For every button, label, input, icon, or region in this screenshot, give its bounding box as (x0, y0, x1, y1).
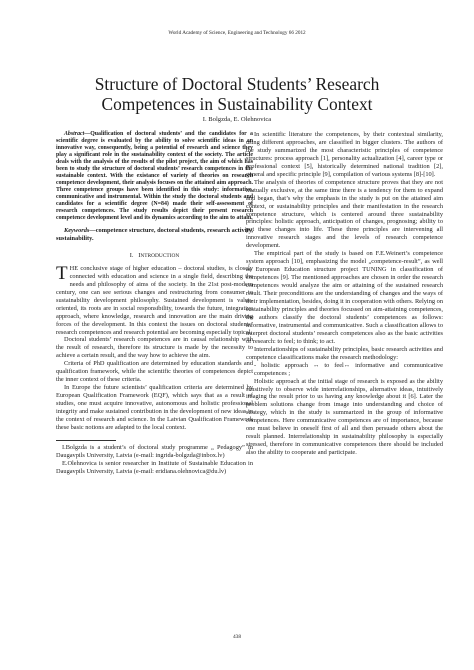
body-paragraph-3: The empirical part of the study is based on F.E.Weinert’s competence system approach [10], emphasizing the model „competence-result”, as well as European Education structure project TUNING in classification of competences [9]. The mentioned approaches are chosen in order the research competences would analyze the aim or attaining of the sustained research result. Their preconditions are the understanding of changes and the ways of their implementation, besides, doing it in cooperation with others. Relying on sustainability principles and theories focussed on aim-attaining competences, the authors classify the doctoral students’ competences as follows: informative, instrumental and communicative. Such a classification allows to interpret doctoral students’ research competences also as the basic activities of research: to feel; to think; to act. (246, 250, 443, 345)
intro-paragraph-1 (56, 262, 253, 337)
title-line-1: Structure of Doctoral Students’ Research (94, 74, 380, 94)
running-header: World Academy of Science, Engineering and Technology 66 2012 (168, 30, 306, 36)
intro-paragraph-3: Criteria of PhD qualification are determined by education standards and qualification framework, while the scientific theories of competences depict the inner context of these criteria. (56, 360, 253, 384)
page-number: 438 (232, 634, 242, 640)
intro-paragraph-4: In Europe the future scientists’ qualification criteria are determined by European Qualification Framework (EQF), which says that as a result of studies, one must acquire innovative, autonomous and holistic professional integrity and make sustained contribution in the development of new ideas in the context of research and science. In the Latvian Qualification Framework these basic notions are adapted to the local context. (56, 384, 253, 431)
abstract-label: Abstract— (64, 131, 91, 137)
intro-paragraph-1-text: HE conclusive stage of higher education – doctoral studies, is closely connected with education and science in a single field, describing the needs and philosophy of aims of the society. In the 21st post-modern century, one can see serious changes and restructuring from consumer to sustainability development philosophy. Sustained development is value-oriented, its roots are in social responsibility, towards the future, integrative approach, where knowledge, research and innovation are the main driving forces of the development. In this context the issues on doctoral students’ research competences and research potential are becoming especially topical. (56, 264, 253, 336)
body-paragraph-2: The analysis of theories of competence structure proves that they are not mutually exclusive, at the same time there is a tendency for them to expand and began, that’s why the emphasis in the study is put on the attained aim context, or sustainability principles and their manifestation in the research competence structure, which is centered around three sustainability principles: holistic approach, anticipation of changes, prognosing; ability to put these changes into life. These three principles are intervening all innovative research stages and the levels of research competence development. (246, 178, 443, 250)
footnote-author-2: E.Olehnovica is senior researcher in Institute of Sustainable Education in Daugavpils University, Latvia (e-mail: eridiana.olehnovica@du.lv) (56, 459, 253, 475)
section-title-initial: I (138, 251, 141, 259)
keywords (56, 227, 253, 243)
left-column (56, 131, 253, 476)
footnote-author-1: I.Bolgzda is a student’s of doctoral study programme „ Pedagogy” in Daugavpils University, Latvia (e-mail: ingrida-bolgzda@inbox.lv) (56, 443, 253, 459)
footnote-divider (56, 440, 116, 441)
authors: I. Bolgzda, E. Olehnovica (202, 116, 272, 123)
body-paragraph-4: Interrelationships of sustainability principles, basic research activities and competence classifications make the research methodology: (246, 345, 443, 361)
keywords-text: competence structure, doctoral students, research activity, sustainability. (56, 227, 253, 242)
section-number: I. (129, 251, 134, 259)
body-paragraph-5: Holistic approach at the initial stage of research is exposed as the ability sensitively to observe wide interrelationships, alternative ideas, intuitively imaging the result prior to us having any knowledge about it [6]. Later the problem solutions change from image into understanding and choice of strategy, which in the study is summarized in the group of informative competences. Here communicative competences are of importance, because one must believe in oneself first of all and then persuade others about the result planned. Interrelationship in sustainability philosophy is especially stressed, therefore in communicative competences there should be included also the ability to cooperate and participate. (246, 377, 443, 457)
keywords-label: Keywords— (64, 227, 96, 234)
paper-title (0, 74, 474, 114)
drop-cap: T (56, 262, 68, 284)
right-column (246, 131, 443, 457)
intro-paragraph-2: Doctoral students’ research competences are in causal relationship with the result of research, therefore its structure is made by the necessity to achieve a certain result, and the way how to achieve the aim. (56, 336, 253, 360)
title-line-2: Competences in Sustainability Context (101, 94, 373, 114)
methodology-bullet: - holistic approach ↔ to feel↔ informative and communicative competences ; (254, 361, 443, 377)
abstract-text: Qualification of doctoral students’ and the candidates for a scientific degree is evaluated by the ability to solve scientific ideas in an innovative way, consequently, being a potential of research and science they play a significant role in the sustainability context of the society. The article deals with the analysis of the results of the pilot project, the aim of which has been to study the structure of doctoral students’ research competences in the sustainable context. With the existance of variety of theories on research competence development, their analysis focuses on the attained aim approach. Three competence groups have been identified in this study: informative, communicative and instrumental. Within the study the doctoral students and candidates for a scientific degree (N=84) made their self-assessment of research competences. The study results depict their present research competence development level and its dynamics according to the aim to attain. (56, 131, 253, 221)
abstract (56, 131, 253, 222)
body-paragraph-1: In scientific literature the competences, by their contextual similarity, using different approaches, are classified in bigger clusters. The authors of the study summarized the most characteristic principles of competence structures: process approach [1], personality actualization [4], career type or professional context [5], historically determined national tradition [2], general and specific principle [9], compilation of various systems [8]-[10]. (246, 131, 443, 178)
section-heading-introduction (56, 252, 253, 259)
section-title-rest: NTRODUCTION (140, 252, 180, 259)
